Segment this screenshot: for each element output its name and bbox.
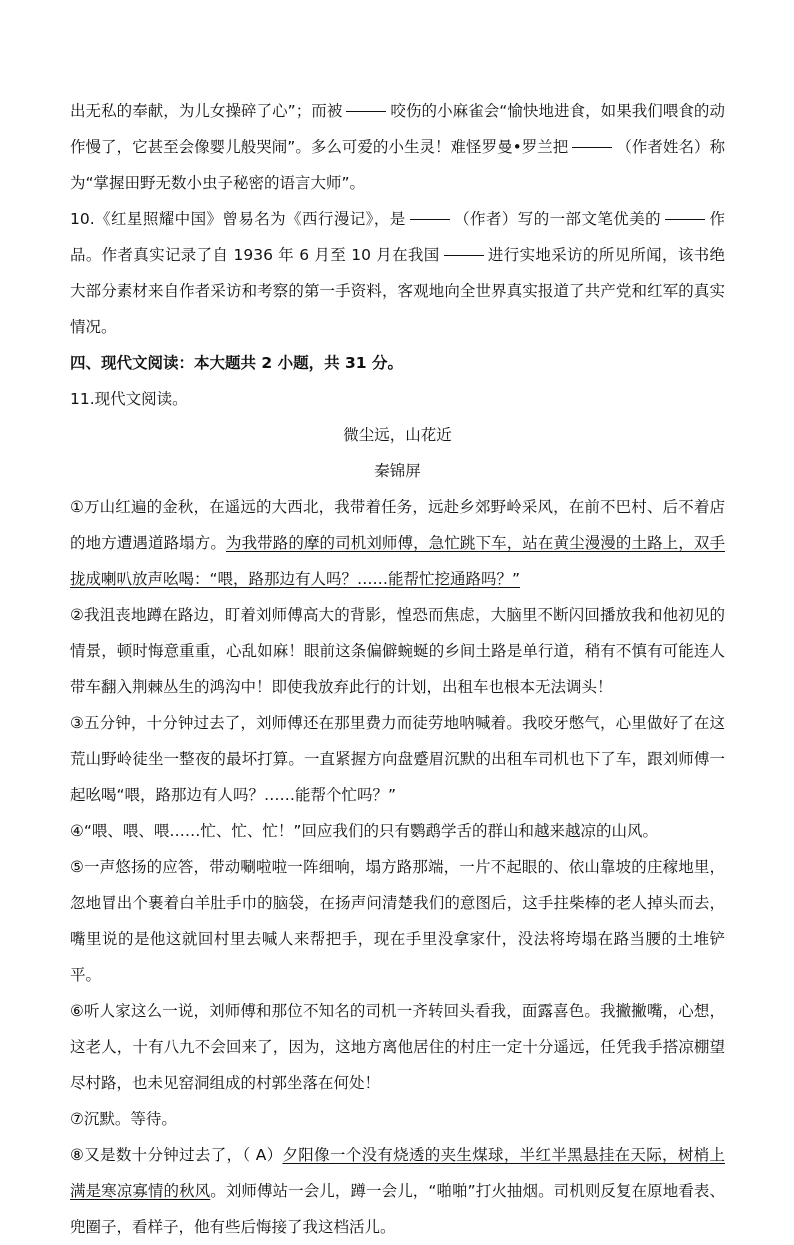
underlined-sentence: 为我带路的摩的司机刘师傅，急忙跳下车，站在黄尘漫漫的土路上，双手拢成喇叭放声吆喝：“喂，路那边有人吗？……能帮忙挖通路吗？” bbox=[70, 534, 725, 588]
story-paragraph-6: ⑥听人家这么一说，刘师傅和那位不知名的司机一齐转回头看我，面露喜色。我撇撇嘴，心想，这老人，十有八九不会回来了，因为，这地方离他居住的村庄一定十分遥远，任凭我手搭凉棚望尽村路，也未见窑洞组成的村郭坐落在何处！ bbox=[70, 1002, 725, 1092]
answer-blank[interactable] bbox=[665, 218, 705, 220]
paragraph-continuation: 出无私的奉献，为儿女操碎了心”；而被 咬伤的小麻雀会“愉快地进食，如果我们喂食的动作慢了，它甚至会像婴儿般哭闹”。多么可爱的小生灵！难怪罗曼•罗兰把 （作者姓名）称为“掌握田野无数小虫子秘密的语言大师”。 bbox=[70, 102, 725, 192]
answer-blank[interactable] bbox=[410, 218, 450, 220]
story-paragraph-4: ④“喂、喂、喂……忙、忙、忙！”回应我们的只有鹦鹉学舌的群山和越来越凉的山风。 bbox=[70, 822, 658, 840]
story-paragraph-2: ②我沮丧地蹲在路边，盯着刘师傅高大的背影，惶恐而焦虑，大脑里不断闪回播放我和他初见的情景，顿时悔意重重，心乱如麻！眼前这条偏僻蜿蜒的乡间土路是单行道，稍有不慎有可能连人带车翻入荆棘丛生的鸿沟中！即使我放弃此行的计划，出租车也根本无法调头！ bbox=[70, 606, 725, 696]
question-11: 11.现代文阅读。 bbox=[70, 390, 188, 408]
story-paragraph-7: ⑦沉默。等待。 bbox=[70, 1110, 177, 1128]
story-paragraph-1: ①万山红遍的金秋，在遥远的大西北，我带着任务，远赴乡郊野岭采风，在前不巴村、后不着店的地方遭遇道路塌方。为我带路的摩的司机刘师傅，急忙跳下车，站在黄尘漫漫的土路上，双手拢成喇叭放声吆喝：“喂，路那边有人吗？……能帮忙挖通路吗？” bbox=[70, 498, 725, 588]
page-content bbox=[70, 93, 725, 1245]
section-heading: 四、现代文阅读：本大题共 2 小题，共 31 分。 bbox=[70, 354, 403, 372]
story-paragraph-5: ⑤一声悠扬的应答，带动唰啦啦一阵细响，塌方路那端，一片不起眼的、依山靠坡的庄稼地里，忽地冒出个裹着白羊肚手巾的脑袋，在扬声问清楚我们的意图后，这手拄柴棒的老人掉头而去，嘴里说的是他这就回村里去喊人来帮把手，现在手里没拿家什，没法将垮塌在路当腰的土堆铲平。 bbox=[70, 858, 725, 984]
underlined-sentence-a: 夕阳像一个没有烧透的夹生煤球，半红半黑悬挂在天际，树梢上满是寒凉寡情的秋风 bbox=[70, 1146, 725, 1200]
answer-blank[interactable] bbox=[346, 110, 386, 112]
story-paragraph-8: ⑧又是数十分钟过去了，（ A）夕阳像一个没有烧透的夹生煤球，半红半黑悬挂在天际，树梢上满是寒凉寡情的秋风。刘师傅站一会儿，蹲一会儿，“啪啪”打火抽烟。司机则反复在原地看表、兜圈子，看样子，他有些后悔接了我这档活儿。 bbox=[70, 1146, 725, 1236]
answer-blank[interactable] bbox=[572, 146, 612, 148]
story-author: 秦锦屏 bbox=[374, 462, 421, 480]
question-10: 10.《红星照耀中国》曾易名为《西行漫记》，是 （作者）写的一部文笔优美的 作品。作者真实记录了自 1936 年 6 月至 10 月在我国 进行实地采访的所见所闻，该书绝大部分素材来自作者采访和考察的第一手资料，客观地向全世界真实报道了共产党和红军的真实情况。 bbox=[70, 210, 725, 336]
story-title: 微尘远，山花近 bbox=[343, 426, 452, 444]
story-paragraph-3: ③五分钟，十分钟过去了，刘师傅还在那里费力而徒劳地呐喊着。我咬牙憋气，心里做好了在这荒山野岭徒坐一整夜的最坏打算。一直紧握方向盘蹙眉沉默的出租车司机也下了车，跟刘师傅一起吆喝“喂，路那边有人吗？……能帮个忙吗？” bbox=[70, 714, 725, 804]
answer-blank[interactable] bbox=[444, 254, 484, 256]
